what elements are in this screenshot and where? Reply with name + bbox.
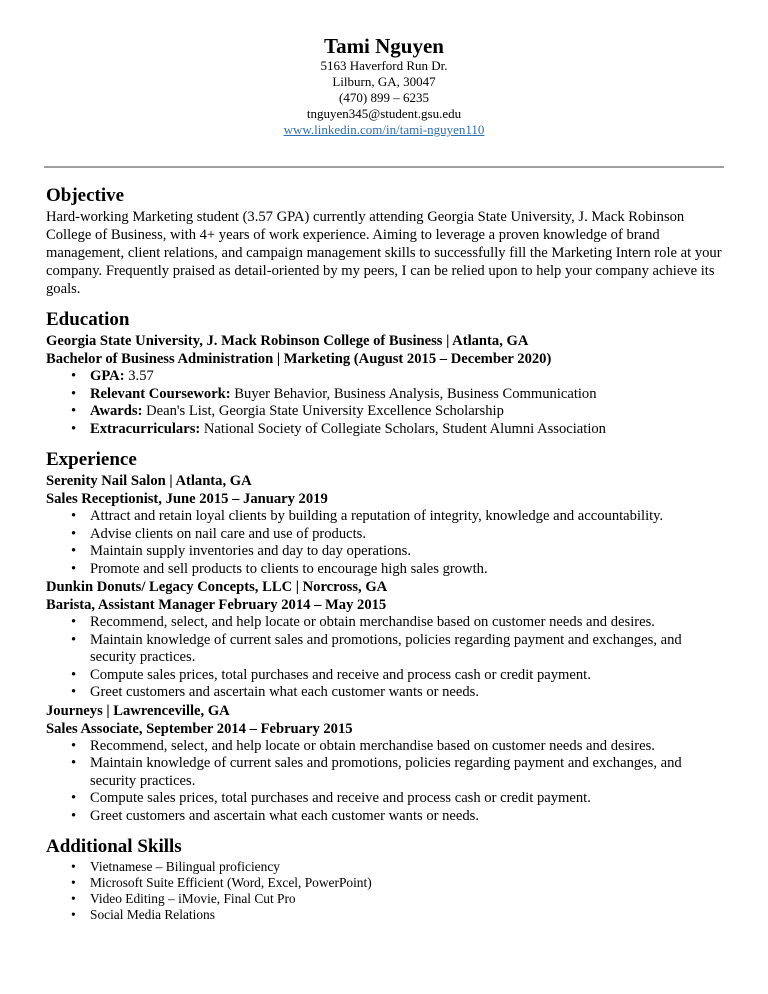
- list-item: • Compute sales prices, total purchases and receive and process cash or credit payment.: [46, 667, 726, 685]
- resume-header: [0, 34, 768, 138]
- objective-text: Hard-working Marketing student (3.57 GPA) currently attending Georgia State University, J. Mack Robinson College of Business, with 4+ years of work experience. Aiming to leverage a proven knowledge of brand management, client relations, and campaign management skills to successfully fill the Marketing Intern role at your company. Frequently praised as detail-oriented by my peers, I can be relied upon to help your company achieve its goals.: [46, 209, 722, 297]
- list-item: • Compute sales prices, total purchases and receive and process cash or credit payment.: [46, 790, 726, 808]
- education-item: [46, 368, 726, 386]
- experience-section: [46, 448, 726, 825]
- list-item: • Recommend, select, and help locate or obtain merchandise based on customer needs and desires.: [46, 738, 726, 756]
- skills-section: [46, 835, 726, 923]
- list-item: • Maintain supply inventories and day to day operations.: [46, 543, 726, 561]
- job-entry: [46, 702, 726, 826]
- skill-item: • Video Editing – iMovie, Final Cut Pro: [46, 891, 726, 907]
- section-title: Objective: [46, 185, 125, 206]
- education-item: [46, 386, 726, 404]
- job-bullets: [46, 738, 726, 826]
- job-bullets: [46, 508, 726, 578]
- list-item: • Maintain knowledge of current sales and promotions, policies regarding payment and exchanges, and security practices.: [46, 632, 726, 667]
- list-item: • Greet customers and ascertain what each customer wants or needs.: [46, 808, 726, 826]
- job-entry: [46, 578, 726, 702]
- item-label: GPA:: [90, 368, 125, 384]
- job-list: [46, 472, 726, 825]
- job-role: Sales Associate, September 2014 – February 2015: [46, 720, 353, 737]
- item-label: Relevant Coursework:: [90, 385, 231, 402]
- list-item: • Recommend, select, and help locate or obtain merchandise based on customer needs and desires.: [46, 614, 726, 632]
- item-text: Dean's List, Georgia State University Excellence Scholarship: [142, 403, 504, 419]
- employer: Dunkin Donuts/ Legacy Concepts, LLC | Norcross, GA: [46, 579, 388, 595]
- degree: Bachelor of Business Administration | Marketing (August 2015 – December 2020): [46, 351, 552, 367]
- item-text: 3.57: [124, 368, 154, 384]
- item-text: National Society of Collegiate Scholars, Student Alumni Association: [200, 420, 606, 437]
- employer: Journeys | Lawrenceville, GA: [46, 702, 230, 719]
- list-item: • Promote and sell products to clients to encourage high sales growth.: [46, 561, 726, 579]
- education-item: [46, 403, 726, 421]
- education-section: [46, 308, 726, 438]
- candidate-name: Tami Nguyen: [323, 34, 444, 58]
- linkedin-link[interactable]: www.linkedin.com/in/tami-nguyen110: [283, 122, 485, 137]
- section-title: Experience: [46, 449, 137, 470]
- job-entry: [46, 472, 726, 578]
- item-label: Awards:: [90, 403, 143, 419]
- skill-item: • Vietnamese – Bilingual proficiency: [46, 859, 726, 875]
- skill-item: • Microsoft Suite Efficient (Word, Excel, PowerPoint): [46, 875, 726, 891]
- job-role: Sales Receptionist, June 2015 – January 2019: [46, 491, 328, 507]
- list-item: • Advise clients on nail care and use of products.: [46, 526, 726, 544]
- skills-list: [46, 859, 726, 923]
- list-item: • Maintain knowledge of current sales and promotions, policies regarding payment and exchanges, and security practices.: [46, 755, 726, 790]
- section-title: Education: [46, 309, 130, 330]
- section-title: Additional Skills: [46, 836, 182, 857]
- employer: Serenity Nail Salon | Atlanta, GA: [46, 473, 252, 489]
- resume-body: [46, 184, 726, 923]
- skill-item: • Social Media Relations: [46, 907, 726, 923]
- job-role: Barista, Assistant Manager February 2014 – May 2015: [46, 597, 387, 613]
- objective-section: [46, 184, 726, 298]
- header-divider: [44, 166, 724, 168]
- phone: (470) 899 – 6235: [339, 90, 429, 105]
- list-item: • Greet customers and ascertain what each customer wants or needs.: [46, 684, 726, 702]
- address-line-1: 5163 Haverford Run Dr.: [320, 58, 448, 73]
- list-item: • Attract and retain loyal clients by building a reputation of integrity, knowledge and accountability.: [46, 508, 726, 526]
- school: Georgia State University, J. Mack Robinson College of Business | Atlanta, GA: [46, 333, 529, 349]
- address-line-2: Lilburn, GA, 30047: [332, 74, 436, 89]
- email: tnguyen345@student.gsu.edu: [306, 106, 462, 121]
- education-item: [46, 421, 726, 439]
- item-text: Buyer Behavior, Business Analysis, Business Communication: [230, 385, 597, 402]
- education-list: [46, 368, 726, 438]
- job-bullets: [46, 614, 726, 702]
- item-label: Extracurriculars:: [90, 420, 201, 437]
